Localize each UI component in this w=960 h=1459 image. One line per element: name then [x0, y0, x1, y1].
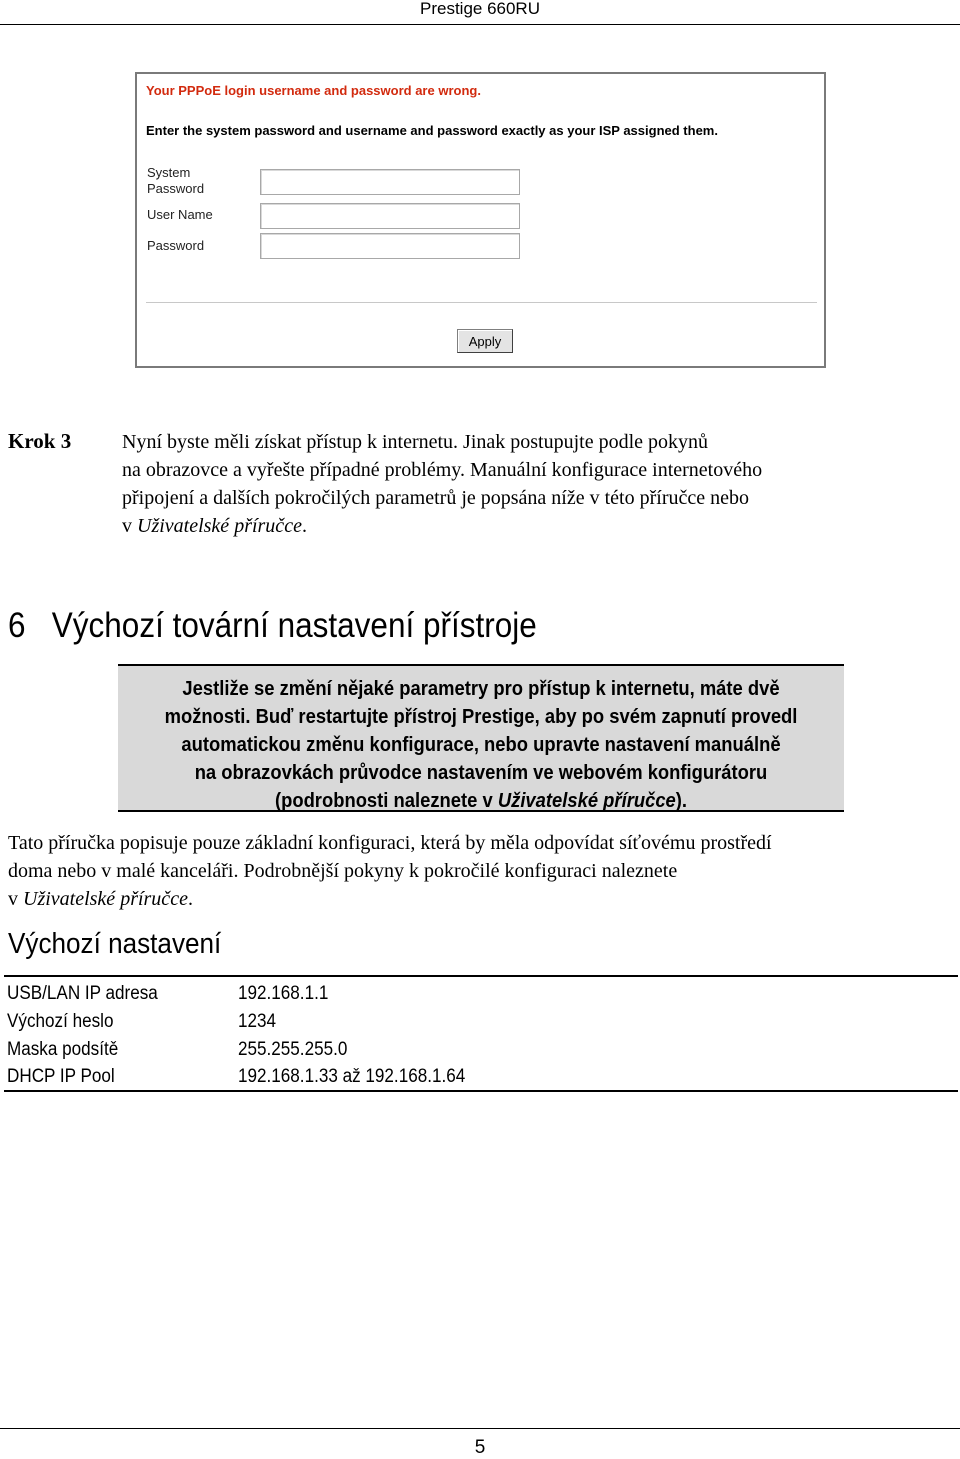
row-value: 255.255.255.0: [238, 1039, 348, 1060]
row-value: 192.168.1.1: [238, 983, 329, 1004]
note-line-3: automatickou změnu konfigurace, nebo upravte nastavení manuálně: [181, 734, 781, 756]
step-line-3: připojení a dalších pokročilých parametrů je popsána níže v této příručce nebo: [122, 487, 749, 509]
paragraph-line-1: Tato příručka popisuje pouze základní konfiguraci, která by měla odpovídat síťovému prostředí: [8, 832, 772, 854]
step-line-2: na obrazovce a vyřešte případné problémy. Manuální konfigurace internetového: [122, 459, 763, 481]
note-line-4: na obrazovkách průvodce nastavením ve webovém konfigurátoru: [194, 762, 768, 784]
table-row: [7, 1036, 907, 1064]
running-header: Prestige 660RU: [419, 0, 540, 18]
step-line-4: [122, 512, 922, 540]
note-text: [147, 675, 815, 815]
note-line-1: Jestliže se změní nějaké parametry pro přístup k internetu, máte dvě: [182, 678, 780, 700]
table-top-rule: [4, 975, 958, 977]
note-line-2: možnosti. Buď restartujte přístroj Prestige, aby po svém zapnutí provedl: [164, 706, 798, 728]
row-value: 1234: [238, 1011, 277, 1032]
row-key: Výchozí heslo: [7, 1011, 114, 1032]
paragraph-line-3-prefix: v: [8, 888, 23, 910]
instruction-text: Enter the system password and username and password exactly as your ISP assigned them.: [146, 123, 718, 138]
user-name-field[interactable]: [260, 203, 520, 229]
defaults-heading: Výchozí nastavení: [8, 928, 222, 960]
system-password-label-line2: Password: [147, 181, 205, 196]
system-password-label: [147, 165, 204, 197]
form-separator: [146, 302, 817, 303]
system-password-label-line1: System: [147, 165, 191, 180]
password-field[interactable]: [260, 233, 520, 259]
password-label: Password: [147, 238, 205, 253]
table-row: [7, 1063, 907, 1091]
note-line-5-prefix: (podrobnosti naleznete v: [274, 790, 498, 812]
table-bottom-rule: [4, 1090, 958, 1092]
row-value: 192.168.1.33 až 192.168.1.64: [238, 1066, 466, 1087]
paragraph-line-3-suffix: .: [187, 888, 193, 910]
section-heading: 6 Výchozí tovární nastavení přístroje: [8, 606, 537, 645]
intro-paragraph: [8, 829, 958, 913]
note-box: [118, 664, 844, 812]
footer-rule: [0, 1428, 960, 1429]
page-number: 5: [474, 1437, 486, 1458]
note-line-5-suffix: ).: [675, 790, 688, 812]
step-label: Krok 3: [8, 429, 72, 453]
row-key: Maska podsítě: [7, 1039, 119, 1060]
user-guide-reference: Uživatelské příručce: [137, 515, 302, 537]
header-rule: [0, 24, 960, 25]
paragraph-line-2: doma nebo v malé kanceláři. Podrobnější pokyny k pokročilé konfiguraci naleznete: [8, 860, 678, 882]
table-row: [7, 980, 907, 1008]
row-key: DHCP IP Pool: [7, 1066, 115, 1087]
table-row: [7, 1008, 907, 1036]
system-password-field[interactable]: [260, 169, 520, 195]
step-line-4-prefix: v: [122, 515, 137, 537]
note-user-guide-reference: Uživatelské příručce: [497, 790, 676, 812]
error-message: Your PPPoE login username and password are wrong.: [146, 83, 481, 98]
step-text: [122, 428, 922, 540]
step-line-4-suffix: .: [301, 515, 307, 537]
step-line-1: Nyní byste měli získat přístup k internetu. Jinak postupujte podle pokynů: [122, 431, 709, 453]
user-name-label: User Name: [147, 207, 213, 222]
note-line-5: [147, 787, 815, 815]
ppp-login-screenshot: [135, 72, 826, 368]
row-key: USB/LAN IP adresa: [7, 983, 158, 1004]
apply-button[interactable]: Apply: [457, 329, 513, 353]
paragraph-line-3: [8, 885, 958, 913]
paragraph-user-guide-reference: Uživatelské příručce: [23, 888, 188, 910]
